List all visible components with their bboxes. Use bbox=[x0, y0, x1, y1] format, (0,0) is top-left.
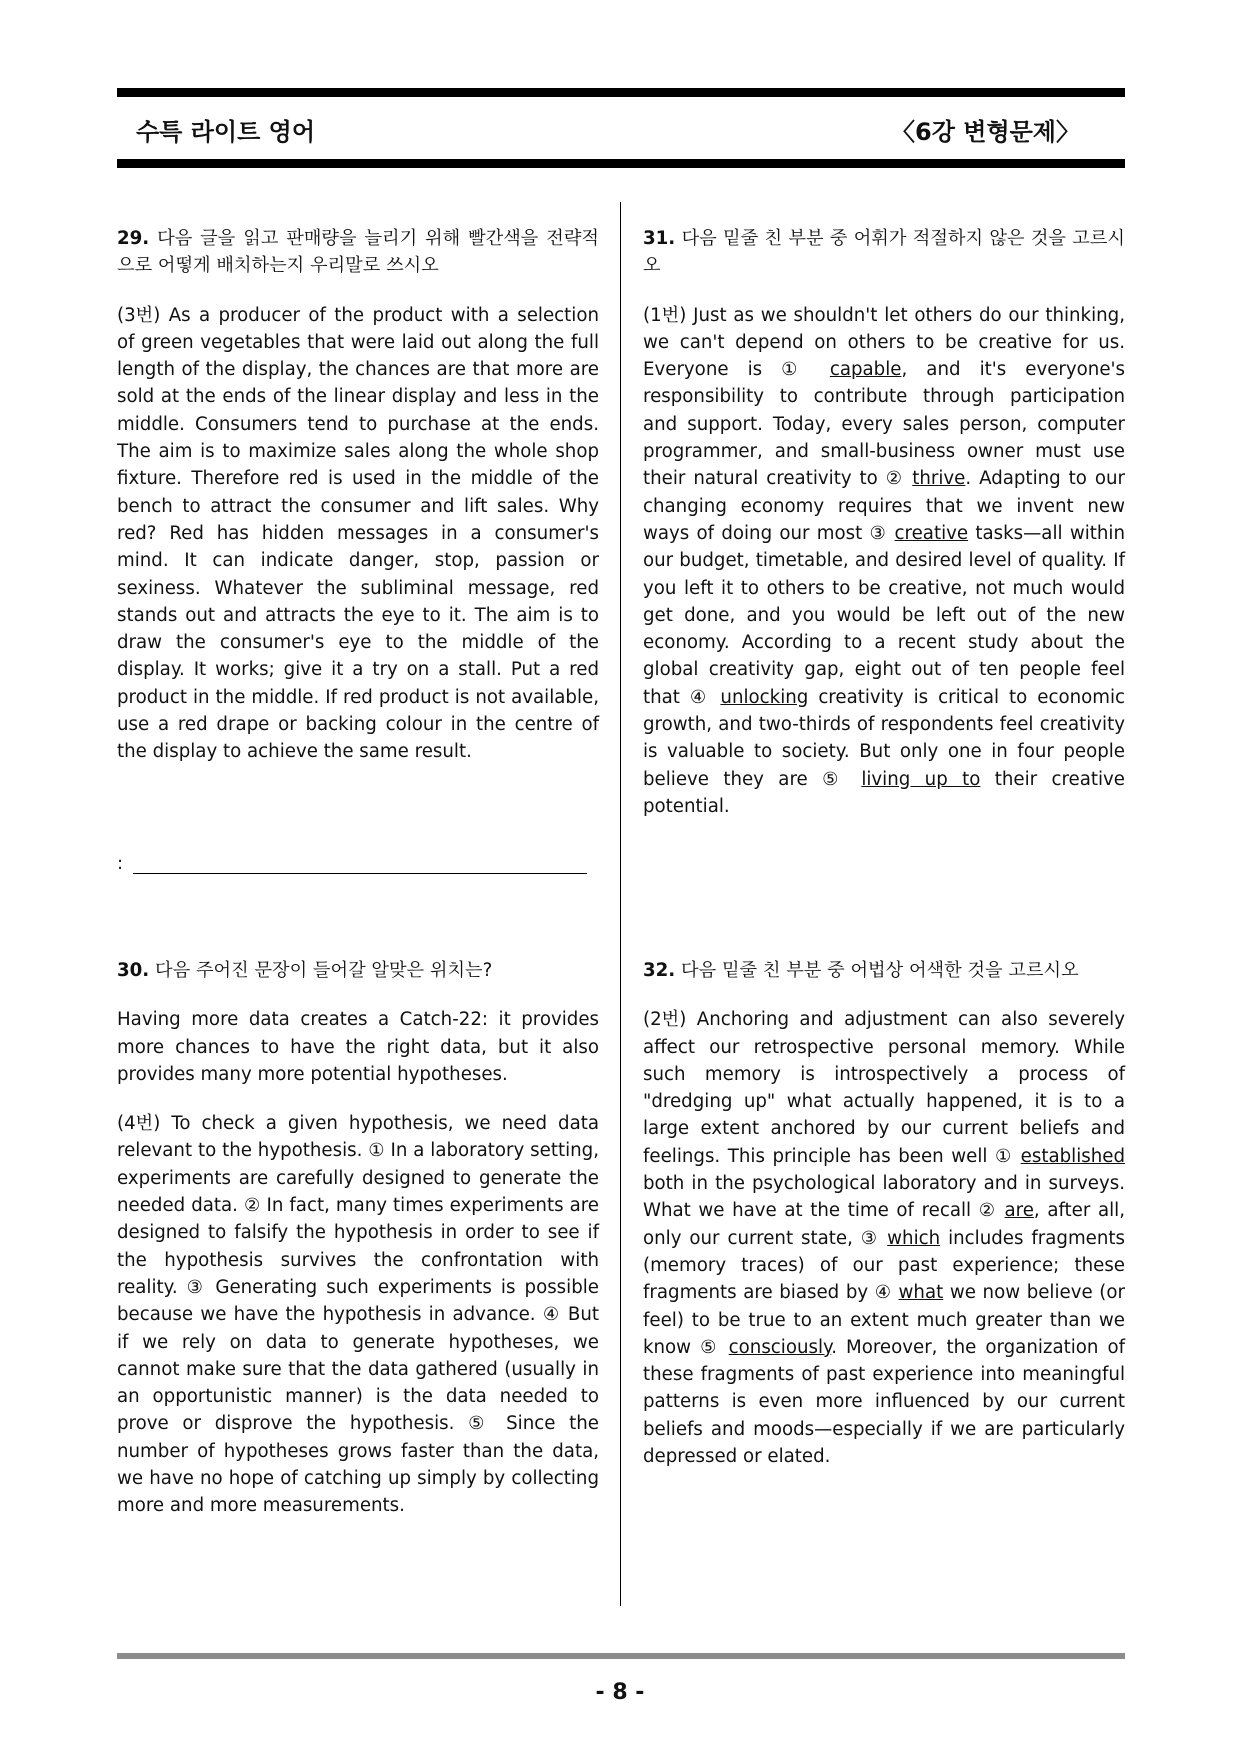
answer-field[interactable] bbox=[117, 853, 587, 874]
answer-line[interactable] bbox=[133, 855, 587, 874]
question-30-prompt: 30. 다음 주어진 문장이 들어갈 알맞은 위치는? bbox=[117, 960, 493, 981]
question-29 bbox=[117, 225, 599, 766]
underline-thrive: thrive bbox=[912, 468, 966, 490]
header-bottom-rule bbox=[117, 159, 1125, 168]
header-top-rule bbox=[117, 88, 1125, 97]
underline-living-up-to: living up to bbox=[861, 768, 981, 790]
footer-rule bbox=[117, 1653, 1125, 1659]
underline-capable: capable bbox=[829, 359, 902, 381]
header-right-title: 〈6강 변형문제〉 bbox=[891, 118, 1080, 146]
question-31-prompt: 31. 다음 밑줄 친 부분 중 어휘가 적절하지 않은 것을 고르시오 bbox=[643, 228, 1125, 277]
question-30 bbox=[117, 957, 599, 1520]
question-30-given-sentence: Having more data creates a Catch-22: it provides more chances to have the right data, but it also provides many more potential hypotheses. bbox=[117, 1009, 599, 1085]
question-32 bbox=[643, 957, 1125, 1470]
underline-established: established bbox=[1020, 1145, 1125, 1167]
question-29-passage: (3번) As a producer of the product with a selection of green vegetables that were laid out along the full length of the display, the chances are that more are sold at the ends of the linear display and less in the middle. Consumers tend to purchase at the ends. The aim is to maximize sales along the whole shop fixture. Therefore red is used in the middle of the bench to attract the consumer and lift sales. Why red? Red has hidden messages in a consumer's mind. It can indicate danger, stop, passion or sexiness. Whatever the subliminal message, red stands out and attracts the eye to it. The aim is to draw the consumer's eye to the middle of the display. It works; give it a try on a stall. Put a red product in the middle. If red product is not available, use a red drape or backing colour in the centre of the display to achieve the same result. bbox=[117, 304, 599, 763]
underline-are: are bbox=[1004, 1200, 1034, 1222]
underline-what: what bbox=[898, 1282, 944, 1304]
question-32-passage: (2번) Anchoring and adjustment can also severely affect our retrospective personal memory. While such memory is introspectively a process of "dredging up" what actually happened, it is to a large extent anchored by our current beliefs and feelings. This principle has been well ① established both in the psychological laboratory and in surveys. What we have at the time of recall ② are, after all, only our current state, ③ which includes fragments (memory traces) of our past experience; these fragments are biased by ④ what we now believe (or feel) to be true to an extent much greater than we know ⑤ consciously. Moreover, the organization of these fragments of past experience into meaningful patterns is even more influenced by our current beliefs and moods—especially if we are particularly depressed or elated. bbox=[643, 1009, 1126, 1468]
question-30-passage: (4번) To check a given hypothesis, we need data relevant to the hypothesis. ① In a laboratory setting, experiments are carefully designed to generate the needed data. ② In fact, many times experiments are designed to falsify the hypothesis in order to see if the hypothesis survives the confrontation with reality. ③ Generating such experiments is possible because we have the hypothesis in advance. ④ But if we rely on data to generate hypotheses, we cannot make sure that the data gathered (usually in an opportunistic manner) is the data needed to prove or disprove the hypothesis. ⑤ Since the number of hypotheses grows faster than the data, we have no hope of catching up simply by collecting more and more measurements. bbox=[117, 1113, 599, 1517]
answer-label: : bbox=[117, 853, 124, 874]
page-number: - 8 - bbox=[595, 1680, 645, 1705]
question-30-number: 30. bbox=[117, 960, 150, 981]
header-left-title: 수특 라이트 영어 bbox=[136, 118, 315, 146]
underline-consciously: consciously bbox=[728, 1336, 832, 1358]
column-divider bbox=[620, 202, 621, 1606]
underline-which: which bbox=[887, 1227, 941, 1249]
question-29-prompt: 29. 다음 글을 읽고 판매량을 늘리기 위해 빨간색을 전략적으로 어떻게 배치하는지 우리말로 쓰시오 bbox=[117, 228, 599, 277]
question-31 bbox=[643, 225, 1125, 820]
question-29-number: 29. bbox=[117, 228, 150, 249]
question-32-number: 32. bbox=[643, 960, 676, 981]
underline-creative: creative bbox=[894, 522, 969, 544]
question-31-number: 31. bbox=[643, 228, 676, 249]
underline-unlocking: unlocking bbox=[720, 686, 809, 708]
question-31-passage: (1번) Just as we shouldn't let others do our thinking, we can't depend on others to be creative for us. Everyone is ① capable, and it's everyone's responsibility to contribute through participation and support. Today, every sales person, computer programmer, and small-business owner must use their natural creativity to ② thrive. Adapting to our changing economy requires that we invent new ways of doing our most ③ creative tasks—all within our budget, timetable, and desired level of quality. If you left it to others to be creative, not much would get done, and you would be left out of the new economy. According to a recent study about the global creativity gap, eight out of ten people feel that ④ unlocking creativity is critical to economic growth, and two-thirds of respondents feel creativity is valuable to society. But only one in four people believe they are ⑤ living up to their creative potential. bbox=[643, 304, 1125, 817]
question-32-prompt: 32. 다음 밑줄 친 부분 중 어법상 어색한 것을 고르시오 bbox=[643, 960, 1079, 981]
